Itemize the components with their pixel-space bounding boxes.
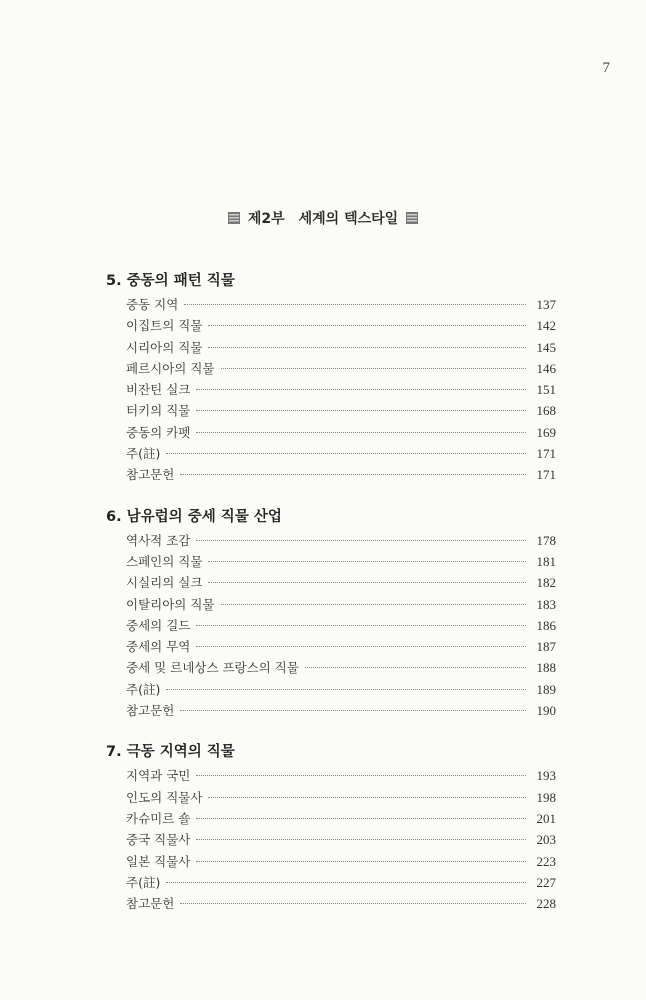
dot-leader	[208, 347, 526, 348]
toc-entry[interactable]	[106, 636, 556, 657]
dot-leader	[208, 582, 526, 583]
dot-leader	[184, 304, 526, 305]
toc-entry[interactable]	[106, 530, 556, 551]
toc-entry[interactable]	[106, 358, 556, 379]
entry-label: 중세의 무역	[126, 639, 191, 655]
entry-label: 주(註)	[126, 874, 161, 890]
entry-page: 142	[536, 318, 556, 334]
entry-page: 187	[536, 639, 556, 655]
chapter-5	[106, 268, 556, 486]
entry-label: 비잔틴 실크	[126, 382, 191, 398]
toc-entry[interactable]	[106, 337, 556, 358]
toc-entry[interactable]	[106, 679, 556, 700]
entry-label: 일본 직물사	[126, 853, 191, 869]
entry-page: 178	[536, 532, 556, 548]
dot-leader	[196, 775, 526, 776]
chapter-title: 5. 중동의 패턴 직물	[106, 273, 235, 289]
dot-leader	[208, 797, 526, 798]
dot-leader	[208, 325, 526, 326]
entry-label: 주(註)	[126, 681, 161, 697]
dot-leader	[196, 646, 526, 647]
entry-page: 168	[536, 403, 556, 419]
entry-label: 이집트의 직물	[126, 318, 203, 334]
entry-page: 186	[536, 617, 556, 633]
toc-entry[interactable]	[106, 657, 556, 678]
entry-label: 중세의 길드	[126, 617, 191, 633]
entry-label: 스페인의 직물	[126, 553, 203, 569]
part-name: 세계의 텍스타일	[298, 211, 399, 227]
entry-label: 인도의 직물사	[126, 789, 203, 805]
page-number: 7	[602, 60, 610, 76]
dot-leader	[196, 839, 526, 840]
toc-entry[interactable]	[106, 700, 556, 721]
toc-entry[interactable]	[106, 551, 556, 572]
entry-page: 169	[536, 424, 556, 440]
entry-page: 203	[536, 832, 556, 848]
entry-page: 182	[536, 575, 556, 591]
dot-leader	[196, 432, 526, 433]
toc-entry[interactable]	[106, 572, 556, 593]
entry-page: 151	[536, 382, 556, 398]
entry-label: 참고문헌	[126, 467, 175, 483]
entry-page: 181	[536, 553, 556, 569]
table-of-contents	[106, 268, 556, 932]
entry-label: 주(註)	[126, 446, 161, 462]
entry-page: 171	[536, 467, 556, 483]
dot-leader	[196, 625, 526, 626]
entry-page: 146	[536, 360, 556, 376]
toc-entry[interactable]	[106, 294, 556, 315]
toc-entry[interactable]	[106, 808, 556, 829]
entry-page: 171	[536, 446, 556, 462]
dot-leader	[180, 710, 526, 711]
entry-page: 189	[536, 681, 556, 697]
entry-label: 중세 및 르네상스 프랑스의 직물	[126, 660, 299, 676]
dot-leader	[196, 540, 526, 541]
dot-leader	[180, 903, 526, 904]
chapter-7	[106, 739, 556, 914]
entry-label: 참고문헌	[126, 703, 175, 719]
entry-label: 페르시아의 직물	[126, 360, 215, 376]
toc-entry[interactable]	[106, 594, 556, 615]
toc-entry[interactable]	[106, 400, 556, 421]
entry-page: 190	[536, 703, 556, 719]
dot-leader	[166, 453, 526, 454]
toc-entry[interactable]	[106, 422, 556, 443]
entry-label: 참고문헌	[126, 896, 175, 912]
toc-entry[interactable]	[106, 872, 556, 893]
entry-page: 228	[536, 896, 556, 912]
toc-entry[interactable]	[106, 893, 556, 914]
entry-label: 시실리의 실크	[126, 575, 203, 591]
toc-entry[interactable]	[106, 765, 556, 786]
toc-entry[interactable]	[106, 443, 556, 464]
toc-entry[interactable]	[106, 787, 556, 808]
entry-page: 188	[536, 660, 556, 676]
part-number: 제2부	[247, 211, 285, 227]
toc-entry[interactable]	[106, 851, 556, 872]
toc-entry[interactable]	[106, 464, 556, 485]
dot-leader	[305, 667, 526, 668]
entry-page: 227	[536, 874, 556, 890]
entry-page: 137	[536, 297, 556, 312]
dot-leader	[166, 689, 526, 690]
dot-leader	[196, 389, 526, 390]
part-title	[0, 208, 646, 228]
chapter-6	[106, 504, 556, 722]
entry-label: 시리아의 직물	[126, 339, 203, 355]
dot-leader	[221, 368, 527, 369]
entry-label: 중국 직물사	[126, 832, 191, 848]
entry-page: 223	[536, 853, 556, 869]
entry-label: 중동의 카펫	[126, 424, 191, 440]
dot-leader	[221, 604, 527, 605]
entry-page: 183	[536, 596, 556, 612]
entry-label: 지역과 국민	[126, 768, 191, 784]
chapter-title: 7. 극동 지역의 직물	[106, 744, 235, 761]
entry-label: 터키의 직물	[126, 403, 191, 419]
dot-leader	[196, 818, 526, 819]
dot-leader	[196, 861, 526, 862]
toc-entry[interactable]	[106, 379, 556, 400]
toc-entry[interactable]	[106, 829, 556, 850]
toc-entry[interactable]	[106, 615, 556, 636]
entry-label: 이탈리아의 직물	[126, 596, 215, 612]
entry-label: 중동 지역	[126, 297, 179, 312]
entry-page: 193	[536, 768, 556, 784]
entry-label: 카슈미르 숄	[126, 810, 191, 826]
entry-label: 역사적 조감	[126, 532, 191, 548]
dot-leader	[166, 882, 526, 883]
entry-page: 201	[536, 810, 556, 826]
entry-page: 198	[536, 789, 556, 805]
entry-page: 145	[536, 339, 556, 355]
toc-entry[interactable]	[106, 315, 556, 336]
square-marker-icon	[228, 212, 240, 224]
dot-leader	[208, 561, 526, 562]
dot-leader	[196, 410, 526, 411]
square-marker-icon	[406, 212, 418, 224]
chapter-title: 6. 남유럽의 중세 직물 산업	[106, 508, 282, 525]
dot-leader	[180, 474, 526, 475]
